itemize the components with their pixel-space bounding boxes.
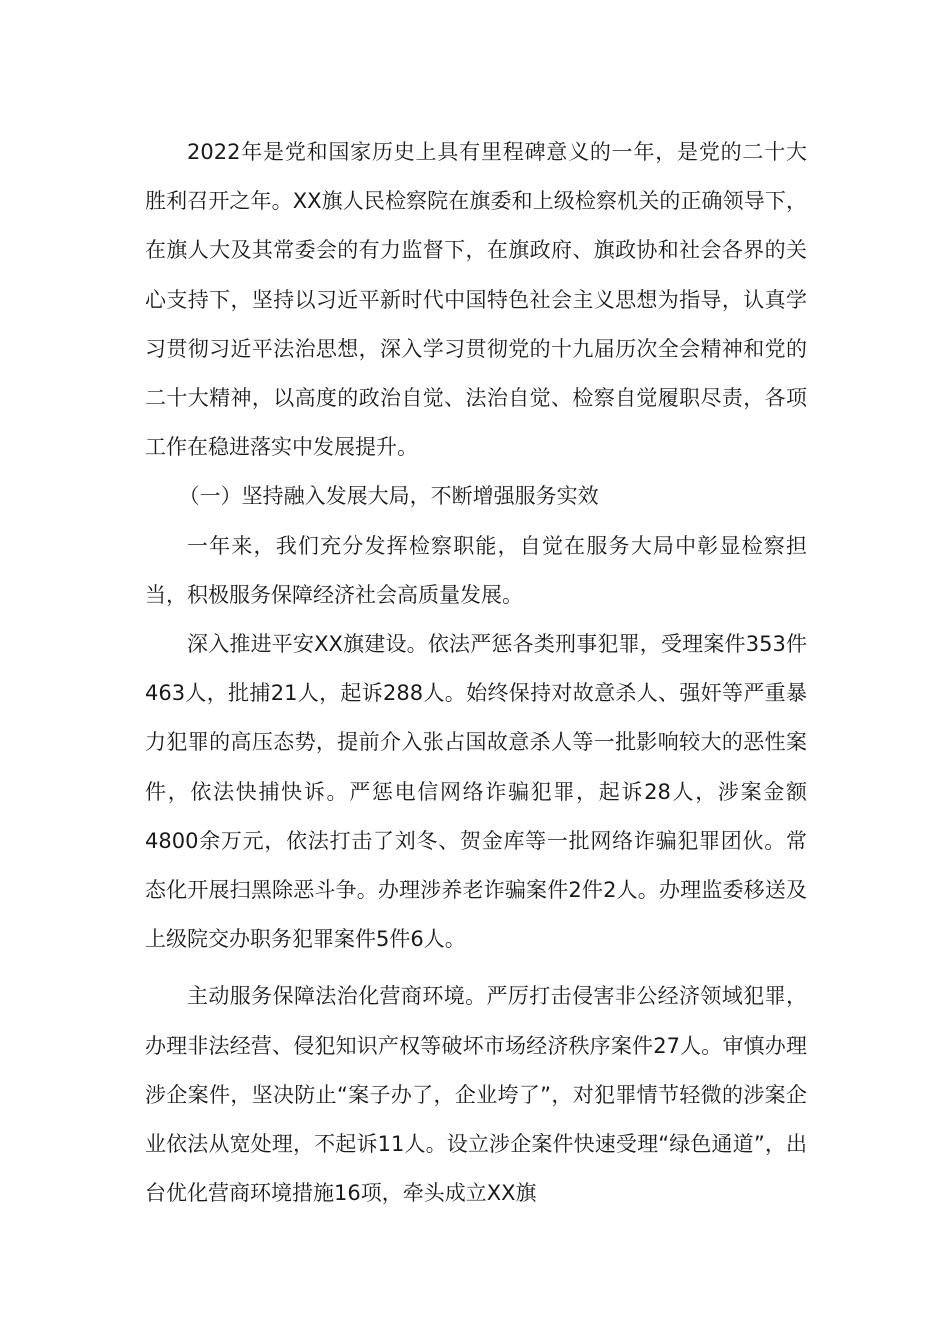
section-summary-paragraph: 一年来，我们充分发挥检察职能，自觉在服务大局中彰显检察担当，积极服务保障经济社会高质量发展。 xyxy=(145,533,807,607)
section-heading: （一）坚持融入发展大局，不断增强服务实效 xyxy=(178,484,599,509)
intro-paragraph: 2022年是党和国家历史上具有里程碑意义的一年，是党的二十大胜利召开之年。XX旗人民检察院在旗委和上级检察机关的正确领导下，在旗人大及其常委会的有力监督下，在旗政府、旗政协和社会各界的关心支持下，坚持以习近平新时代中国特色社会主义思想为指导，认真学习贯彻习近平法治思想，深入学习贯彻党的十九届历次全会精神和党的二十大精神，以高度的政治自觉、法治自觉、检察自觉履职尽责，各项工作在稳进落实中发展提升。 xyxy=(145,140,807,460)
business-environment-paragraph: 主动服务保障法治化营商环境。严厉打击侵害非公经济领域犯罪，办理非法经营、侵犯知识产权等破坏市场经济秩序案件27人。审慎办理涉企案件，坚决防止“案子办了，企业垮了”，对犯罪情节轻微的涉案企业依法从宽处理，不起诉11人。设立涉企案件快速受理“绿色通道”，出台优化营商环境措施16项，牵头成立XX旗 xyxy=(145,984,807,1206)
document-body xyxy=(145,128,807,1218)
safety-paragraph: 深入推进平安XX旗建设。依法严惩各类刑事犯罪，受理案件353件463人，批捕21人，起诉288人。始终保持对故意杀人、强奸等严重暴力犯罪的高压态势，提前介入张占国故意杀人等一批影响较大的恶性案件，依法快捕快诉。严惩电信网络诈骗犯罪，起诉28人，涉案金额4800余万元，依法打击了刘冬、贺金库等一批网络诈骗犯罪团伙。常态化开展扫黑除恶斗争。办理涉养老诈骗案件2件2人。办理监委移送及上级院交办职务犯罪案件5件6人。 xyxy=(145,632,807,952)
